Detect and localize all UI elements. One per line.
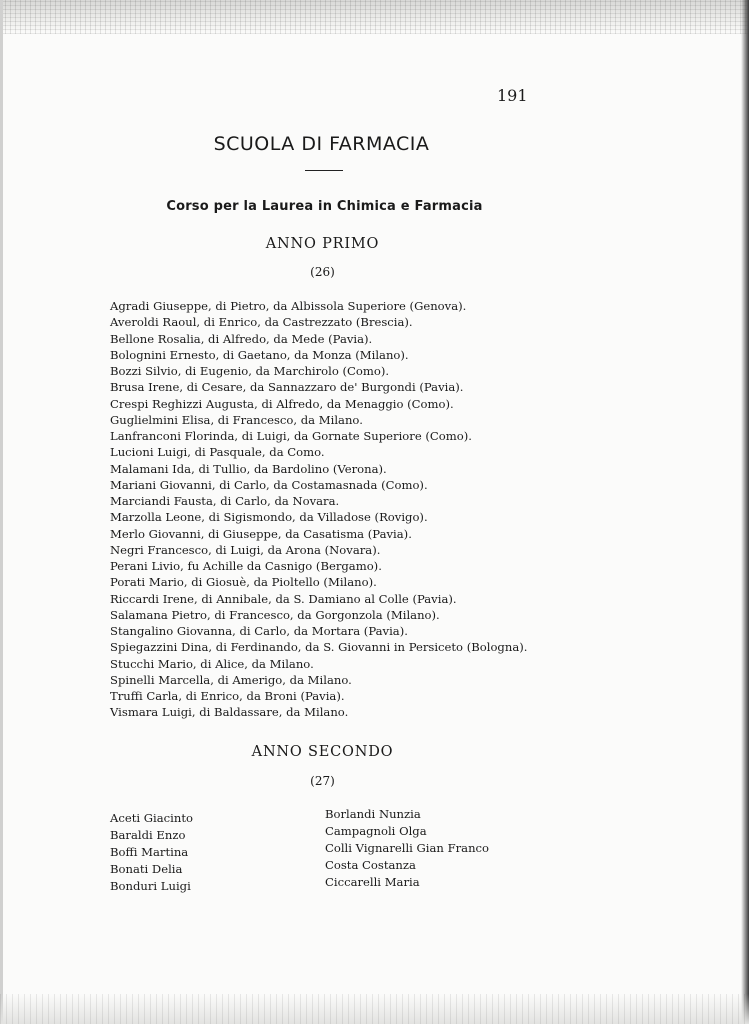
list-item: Crespi Reghizzi Augusta, di Alfredo, da Menaggio (Como). — [110, 396, 454, 411]
page-number: 191 — [497, 86, 528, 105]
year-one-count: (26) — [310, 265, 335, 279]
list-item: Spiegazzini Dina, di Ferdinando, da S. Giovanni in Persiceto (Bologna). — [110, 640, 528, 655]
year-two-count: (27) — [310, 774, 335, 788]
year-one-heading: ANNO PRIMO — [265, 236, 380, 252]
list-item: Spinelli Marcella, di Amerigo, da Milano. — [110, 672, 352, 687]
list-item: Bolognini Ernesto, di Gaetano, da Monza (Milano). — [110, 347, 409, 362]
list-item: Malamani Ida, di Tullio, da Bardolino (Verona). — [110, 461, 387, 476]
list-item: Aceti Giacinto — [110, 811, 193, 825]
list-item: Marzolla Leone, di Sigismondo, da Villadose (Rovigo). — [110, 510, 428, 525]
list-item: Borlandi Nunzia — [325, 807, 421, 821]
list-item: Stangalino Giovanna, di Carlo, da Mortara (Pavia). — [110, 624, 408, 638]
list-item: Bozzi Silvio, di Eugenio, da Marchirolo (Como). — [110, 364, 390, 378]
list-item: Agradi Giuseppe, di Pietro, da Albissola Superiore (Genova). — [110, 299, 467, 313]
course-title: Corso per la Laurea in Chimica e Farmacia — [166, 199, 483, 214]
list-item: Lucioni Luigi, di Pasquale, da Como. — [110, 445, 325, 460]
scan-noise-top — [0, 0, 749, 34]
list-item: Riccardi Irene, di Annibale, da S. Damiano al Colle (Pavia). — [110, 591, 457, 606]
year-one-student-list — [110, 298, 740, 721]
list-item: Vismara Luigi, di Baldassare, da Milano. — [110, 705, 349, 720]
page-edge-right — [741, 0, 749, 1024]
title-rule — [305, 170, 343, 171]
list-item: Marciandi Fausta, di Carlo, da Novara. — [110, 494, 340, 508]
list-item: Baraldi Enzo — [110, 828, 186, 842]
list-item: Averoldi Raoul, di Enrico, da Castrezzato (Brescia). — [110, 315, 413, 330]
list-item: Salamana Pietro, di Francesco, da Gorgonzola (Milano). — [110, 607, 440, 622]
list-item: Truffi Carla, di Enrico, da Broni (Pavia). — [110, 689, 345, 703]
list-item: Campagnoli Olga — [325, 824, 427, 838]
list-item: Colli Vignarelli Gian Franco — [325, 841, 490, 855]
year-two-heading: ANNO SECONDO — [251, 744, 394, 760]
list-item: Merlo Giovanni, di Giuseppe, da Casatisma (Pavia). — [110, 526, 412, 541]
list-item: Guglielmini Elisa, di Francesco, da Milano. — [110, 412, 363, 427]
section-title: SCUOLA DI FARMACIA — [213, 133, 430, 155]
list-item: Brusa Irene, di Cesare, da Sannazzaro de' Burgondi (Pavia). — [110, 380, 464, 395]
list-item: Boffi Martina — [110, 845, 189, 859]
list-item: Bonduri Luigi — [110, 879, 191, 893]
list-item: Bellone Rosalia, di Alfredo, da Mede (Pavia). — [110, 331, 373, 346]
year-two-right-column — [325, 806, 489, 891]
list-item: Porati Mario, di Giosuè, da Pioltello (Milano). — [110, 575, 377, 590]
list-item: Bonati Delia — [110, 862, 183, 876]
list-item: Ciccarelli Maria — [325, 875, 420, 889]
list-item: Stucchi Mario, di Alice, da Milano. — [110, 656, 314, 671]
scan-noise-bottom — [0, 994, 749, 1024]
list-item: Costa Costanza — [325, 858, 416, 872]
list-item: Negri Francesco, di Luigi, da Arona (Novara). — [110, 542, 381, 557]
list-item: Lanfranconi Florinda, di Luigi, da Gornate Superiore (Como). — [110, 429, 472, 443]
list-item: Perani Livio, fu Achille da Casnigo (Bergamo). — [110, 559, 382, 573]
year-two-left-column — [110, 810, 193, 895]
list-item: Mariani Giovanni, di Carlo, da Costamasnada (Como). — [110, 477, 428, 492]
